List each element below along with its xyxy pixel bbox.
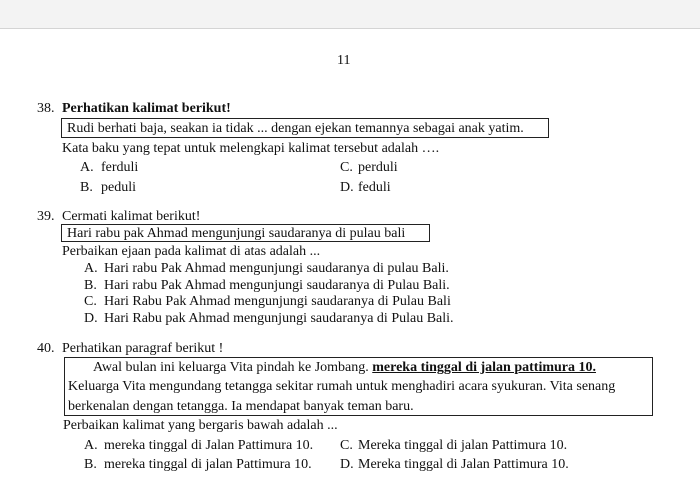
option-c[interactable]: perduli [358,160,398,175]
question-number: 39. [37,209,55,224]
option-letter: D. [340,457,354,472]
sentence-text: Rudi berhati baja, seakan ia tidak ... dengan ejekan temannya sebagai anak yatim. [67,121,524,136]
option-d[interactable]: Mereka tinggal di Jalan Pattimura 10. [358,457,569,472]
option-a[interactable]: Hari rabu Pak Ahmad mengunjungi saudaranya di pulau Bali. [104,261,449,276]
option-c[interactable]: Hari Rabu Pak Ahmad mengunjungi saudaranya di Pulau Bali [104,294,451,309]
option-letter: C. [340,160,353,175]
paragraph-line-2: Keluarga Vita mengundang tetangga sekitar rumah untuk menghadiri acara syukuran. Vita senang [68,379,616,394]
option-b[interactable]: peduli [101,180,136,195]
question-number: 40. [37,341,55,356]
option-d[interactable]: Hari Rabu pak Ahmad mengunjungi saudaranya di Pulau Bali. [104,311,454,326]
option-a[interactable]: mereka tinggal di Jalan Pattimura 10. [104,438,314,453]
option-letter: A. [84,438,98,453]
option-c[interactable]: Mereka tinggal di jalan Pattimura 10. [358,438,568,453]
option-b[interactable]: mereka tinggal di jalan Pattimura 10. [104,457,312,472]
question-instruction: Perhatikan paragraf berikut ! [62,341,224,356]
option-letter: D. [84,311,98,326]
question-text: Kata baku yang tepat untuk melengkapi kalimat tersebut adalah …. [62,141,440,156]
paragraph-line-1 [93,359,596,376]
question-instruction: Perhatikan kalimat berikut! [62,101,231,116]
option-b[interactable]: Hari rabu Pak Ahmad mengunjungi saudaranya di Pulau Bali. [104,278,450,293]
sentence-text: Hari rabu pak Ahmad mengunjungi saudaranya di pulau bali [67,226,406,241]
option-letter: B. [84,278,97,293]
option-letter: C. [340,438,353,453]
option-letter: A. [80,160,94,175]
question-number: 38. [37,101,55,116]
question-text: Perbaikan kalimat yang bergaris bawah adalah ... [63,418,338,433]
option-letter: B. [84,457,97,472]
question-instruction: Cermati kalimat berikut! [62,209,201,224]
underlined-sentence: mereka tinggal di jalan pattimura 10. [372,360,596,375]
option-letter: C. [84,294,97,309]
option-letter: B. [80,180,93,195]
paragraph-line-1-text: Awal bulan ini keluarga Vita pindah ke Jombang. [93,360,369,375]
option-letter: D. [340,180,354,195]
question-text: Perbaikan ejaan pada kalimat di atas adalah ... [62,244,321,259]
page-number: 11 [337,53,351,68]
top-toolbar-strip [0,0,700,29]
option-letter: A. [84,261,98,276]
option-d[interactable]: feduli [358,180,391,195]
option-a[interactable]: ferduli [101,160,139,175]
paragraph-line-3: berkenalan dengan tetangga. Ia mendapat banyak teman baru. [68,399,414,414]
